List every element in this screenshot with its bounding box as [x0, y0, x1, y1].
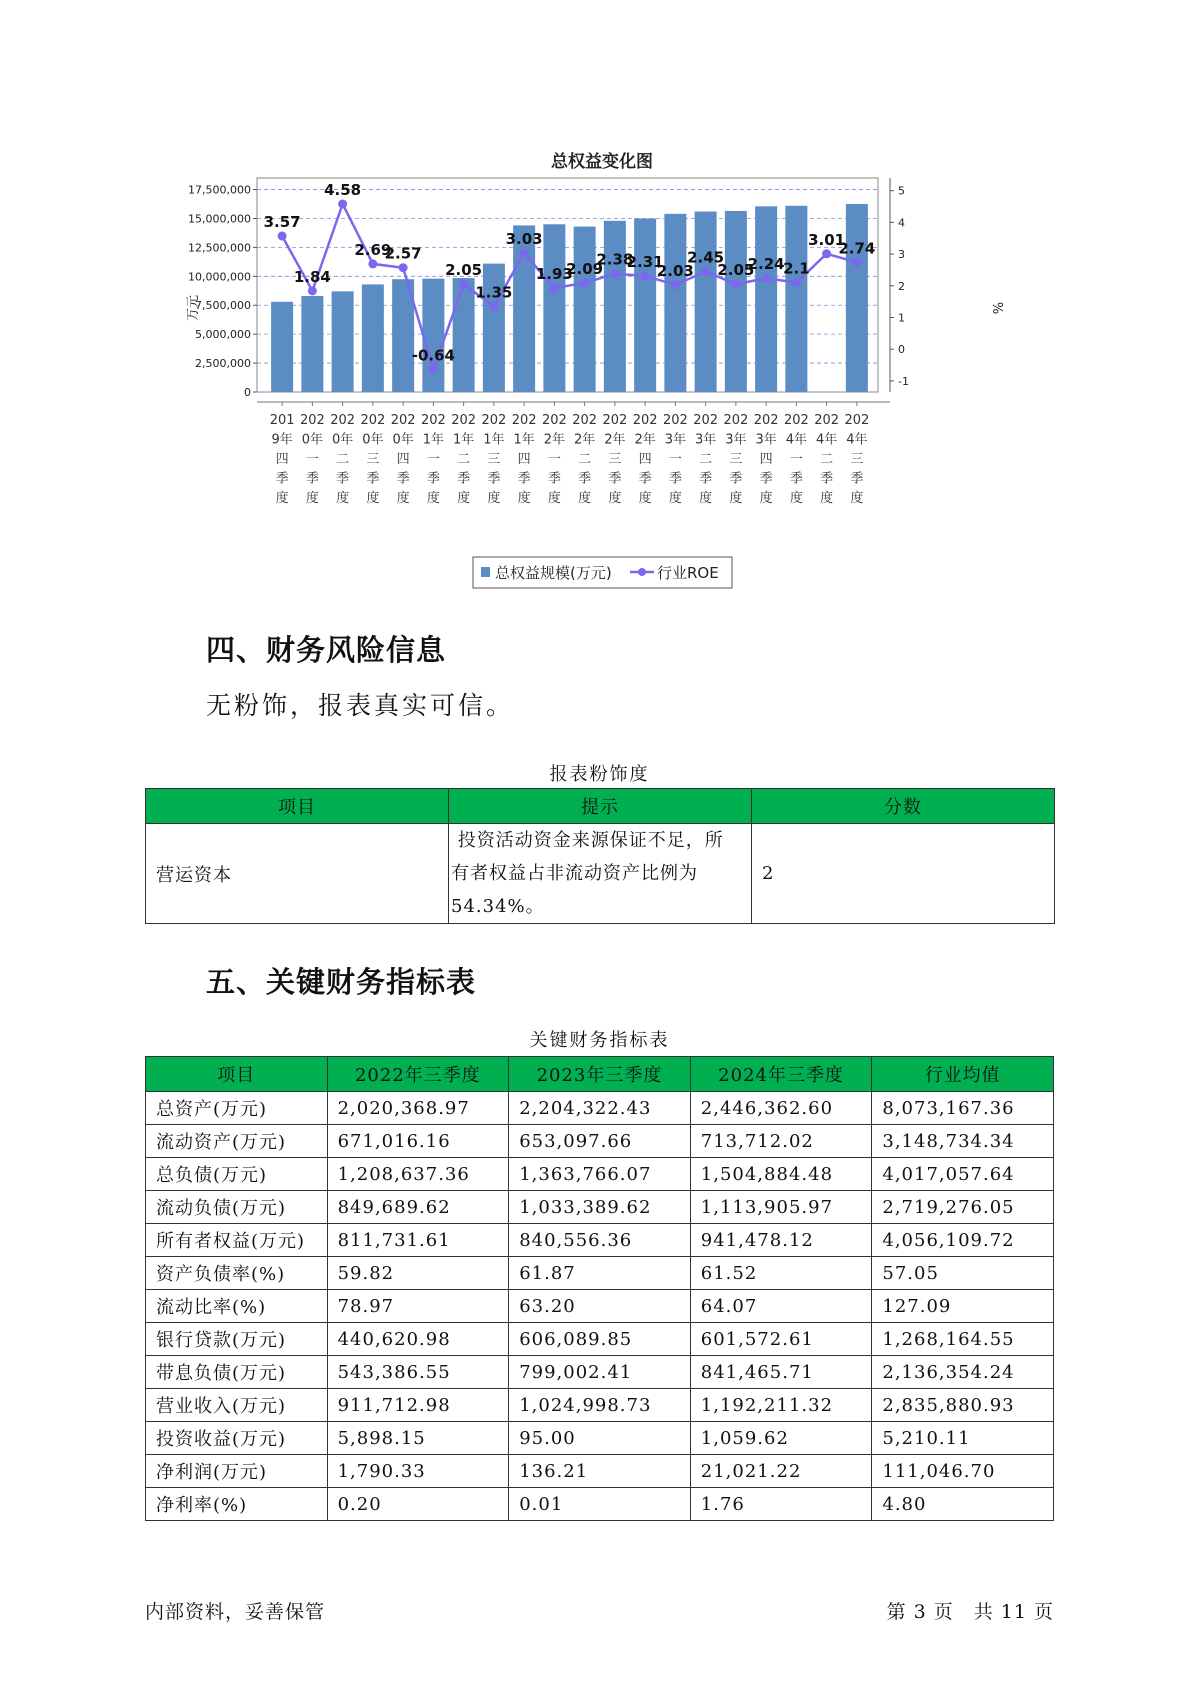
- x-tick-label: 季: [638, 471, 652, 487]
- roe-data-label: 2.24: [747, 255, 785, 274]
- x-tick-label: 201: [269, 413, 295, 428]
- legend-line-marker: [638, 568, 646, 576]
- x-tick-label: 度: [850, 491, 864, 506]
- metric-value-cell: 1,059.62: [690, 1422, 872, 1455]
- x-tick-label: 一: [305, 452, 319, 467]
- metric-name-cell: 资产负债率(%): [146, 1257, 328, 1290]
- bar: [574, 227, 596, 392]
- x-tick-label: 2年: [543, 432, 566, 448]
- x-tick-label: 一: [789, 452, 803, 467]
- left-tick-label: 2,500,000: [195, 357, 251, 371]
- left-axis-label: 万元: [186, 294, 201, 322]
- header-cell: 2023年三季度: [509, 1057, 691, 1092]
- metric-value-cell: 1.76: [690, 1488, 872, 1521]
- whitewash-table: [145, 788, 1055, 924]
- metric-value-cell: 1,208,637.36: [327, 1158, 509, 1191]
- x-tick-label: 三: [850, 452, 864, 467]
- x-tick-label: 202: [360, 413, 386, 428]
- metric-name-cell: 带息负债(万元): [146, 1356, 328, 1389]
- x-tick-label: 季: [517, 471, 531, 487]
- table-row: [146, 1389, 1054, 1422]
- x-tick-label: 202: [723, 413, 749, 428]
- x-tick-label: 202: [753, 413, 779, 428]
- roe-data-label: 2.69: [354, 240, 392, 259]
- metric-value-cell: 1,033,389.62: [509, 1191, 691, 1224]
- x-tick-label: 季: [668, 471, 682, 487]
- roe-point: [641, 271, 650, 280]
- metric-value-cell: 64.07: [690, 1290, 872, 1323]
- roe-data-label: 2.45: [687, 248, 725, 267]
- chart-title: 总权益变化图: [551, 152, 653, 172]
- metric-value-cell: 21,021.22: [690, 1455, 872, 1488]
- x-tick-label: 季: [759, 471, 773, 487]
- x-tick-label: 度: [487, 491, 501, 506]
- metric-name-cell: 总资产(万元): [146, 1092, 328, 1125]
- metric-value-cell: 440,620.98: [327, 1323, 509, 1356]
- x-tick-label: 度: [729, 491, 743, 506]
- x-tick-label: 季: [578, 471, 592, 487]
- roe-point: [852, 258, 861, 267]
- metric-value-cell: 653,097.66: [509, 1125, 691, 1158]
- x-tick-label: 0年: [301, 432, 324, 448]
- header-score: 分数: [752, 789, 1055, 824]
- roe-point: [762, 274, 771, 283]
- roe-data-label: 1.35: [475, 283, 513, 302]
- left-tick-label: 0: [244, 386, 251, 399]
- roe-point: [278, 232, 287, 241]
- table-header-row: [146, 1057, 1054, 1092]
- header-cell: 2024年三季度: [690, 1057, 872, 1092]
- roe-point: [459, 280, 468, 289]
- metric-value-cell: 1,113,905.97: [690, 1191, 872, 1224]
- roe-point: [308, 286, 317, 295]
- header-cell: 2022年三季度: [327, 1057, 509, 1092]
- metric-value-cell: 811,731.61: [327, 1224, 509, 1257]
- table-row: [146, 1290, 1054, 1323]
- x-tick-label: 二: [336, 452, 350, 467]
- table-row: [146, 1422, 1054, 1455]
- bar: [695, 212, 717, 392]
- metric-name-cell: 营业收入(万元): [146, 1389, 328, 1422]
- metric-name-cell: 总负债(万元): [146, 1158, 328, 1191]
- metric-value-cell: 543,386.55: [327, 1356, 509, 1389]
- roe-point: [671, 280, 680, 289]
- metric-value-cell: 78.97: [327, 1290, 509, 1323]
- x-tick-label: 度: [608, 491, 622, 506]
- roe-point: [489, 302, 498, 311]
- right-tick-label: 0: [898, 343, 905, 357]
- left-tick-label: 7,500,000: [195, 299, 251, 313]
- right-tick-label: 1: [898, 311, 905, 325]
- roe-data-label: 2.05: [445, 261, 483, 280]
- section5-heading: 五、关键财务指标表: [206, 965, 477, 999]
- x-tick-label: 度: [517, 491, 531, 506]
- left-tick-label: 5,000,000: [195, 328, 251, 342]
- x-tick-label: 2年: [573, 432, 596, 448]
- bar: [755, 206, 777, 392]
- header-cell: 项目: [146, 1057, 328, 1092]
- x-tick-label: 二: [699, 452, 713, 467]
- roe-data-label: 4.58: [324, 180, 362, 199]
- x-tick-label: 度: [457, 491, 471, 506]
- x-tick-label: 9年: [271, 432, 293, 448]
- x-tick-label: 季: [275, 471, 289, 487]
- x-tick-label: 度: [699, 491, 713, 506]
- metric-value-cell: 671,016.16: [327, 1125, 509, 1158]
- metric-value-cell: 1,790.33: [327, 1455, 509, 1488]
- x-tick-label: 4年: [846, 432, 868, 448]
- x-tick-label: 度: [820, 491, 834, 506]
- x-tick-label: 度: [366, 491, 380, 506]
- x-tick-label: 度: [668, 491, 682, 506]
- x-tick-label: 度: [638, 491, 652, 506]
- x-tick-label: 1年: [483, 432, 505, 448]
- tip-line: 有者权益占非流动资产比例为: [451, 863, 698, 884]
- metric-value-cell: 59.82: [327, 1257, 509, 1290]
- bar: [634, 218, 656, 392]
- x-tick-label: 202: [451, 413, 477, 428]
- metric-value-cell: 4.80: [872, 1488, 1054, 1521]
- x-tick-label: 3年: [725, 432, 747, 448]
- section4-text: 无粉饰，报表真实可信。: [206, 691, 515, 720]
- roe-data-label: 2.31: [626, 252, 664, 271]
- x-tick-label: 度: [396, 491, 410, 506]
- metric-value-cell: 61.87: [509, 1257, 691, 1290]
- cell-item: 营运资本: [146, 824, 449, 924]
- x-tick-label: 度: [578, 491, 592, 506]
- x-tick-label: 季: [426, 471, 440, 487]
- bar: [422, 279, 444, 392]
- metric-value-cell: 849,689.62: [327, 1191, 509, 1224]
- x-tick-label: 3年: [694, 432, 717, 448]
- bar: [332, 291, 354, 392]
- roe-point: [610, 269, 619, 278]
- table-row: [146, 1455, 1054, 1488]
- x-tick-label: 202: [572, 413, 598, 428]
- x-tick-label: 季: [396, 471, 410, 487]
- bar: [271, 302, 293, 392]
- table-row: [146, 1092, 1054, 1125]
- x-tick-label: 202: [632, 413, 658, 428]
- metric-value-cell: 57.05: [872, 1257, 1054, 1290]
- x-tick-label: 季: [789, 471, 803, 487]
- table-row: [146, 824, 1055, 924]
- legend-line-label: 行业ROE: [657, 564, 719, 582]
- metric-value-cell: 713,712.02: [690, 1125, 872, 1158]
- table-row: [146, 1488, 1054, 1521]
- table-header-row: [146, 789, 1055, 824]
- x-tick-label: 四: [275, 452, 289, 467]
- x-tick-label: 3年: [664, 432, 687, 448]
- x-tick-label: 一: [668, 452, 682, 467]
- footer-left: 内部资料，妥善保管: [145, 1601, 326, 1623]
- x-tick-label: 度: [336, 491, 350, 506]
- x-tick-label: 一: [426, 452, 440, 467]
- equity-chart-svg: [150, 140, 1004, 600]
- bar: [543, 224, 565, 392]
- x-tick-label: 1年: [452, 432, 475, 448]
- table-row: [146, 1323, 1054, 1356]
- x-tick-label: 度: [305, 491, 319, 506]
- bar: [604, 221, 626, 392]
- metric-name-cell: 流动比率(%): [146, 1290, 328, 1323]
- roe-data-label: 2.38: [596, 250, 634, 269]
- right-tick-label: 5: [898, 184, 905, 198]
- bar: [453, 278, 475, 392]
- x-tick-label: 季: [457, 471, 471, 487]
- metric-value-cell: 1,363,766.07: [509, 1158, 691, 1191]
- x-tick-label: 度: [547, 491, 561, 506]
- x-tick-label: 一: [547, 452, 561, 467]
- x-tick-label: 202: [511, 413, 537, 428]
- x-tick-label: 四: [517, 452, 531, 467]
- metric-name-cell: 投资收益(万元): [146, 1422, 328, 1455]
- bar: [664, 214, 686, 392]
- right-axis-label: %: [989, 301, 1004, 315]
- bar: [301, 296, 323, 392]
- x-tick-label: 二: [457, 452, 471, 467]
- x-tick-label: 3年: [755, 432, 777, 448]
- roe-point: [520, 249, 529, 258]
- cell-tip: [449, 824, 752, 924]
- bar: [785, 206, 807, 392]
- table-row: [146, 1191, 1054, 1224]
- legend: [473, 557, 732, 588]
- right-tick-label: 4: [898, 216, 905, 230]
- roe-data-label: -0.64: [411, 346, 455, 365]
- metric-value-cell: 2,719,276.05: [872, 1191, 1054, 1224]
- metric-value-cell: 606,089.85: [509, 1323, 691, 1356]
- right-tick-label: 3: [898, 248, 905, 262]
- roe-data-label: 2.74: [838, 239, 876, 258]
- roe-data-label: 2.05: [717, 261, 755, 280]
- roe-data-label: 2.1: [783, 259, 810, 278]
- metric-value-cell: 2,835,880.93: [872, 1389, 1054, 1422]
- metric-value-cell: 61.52: [690, 1257, 872, 1290]
- right-tick-label: 2: [898, 279, 905, 293]
- x-tick-label: 4年: [815, 432, 838, 448]
- metric-value-cell: 8,073,167.36: [872, 1092, 1054, 1125]
- metric-value-cell: 1,268,164.55: [872, 1323, 1054, 1356]
- metric-value-cell: 0.01: [509, 1488, 691, 1521]
- x-tick-label: 四: [759, 452, 773, 467]
- x-tick-label: 202: [844, 413, 870, 428]
- x-tick-label: 202: [420, 413, 446, 428]
- roe-point: [822, 249, 831, 258]
- table-row: [146, 1158, 1054, 1191]
- metric-name-cell: 流动资产(万元): [146, 1125, 328, 1158]
- x-tick-label: 季: [850, 471, 864, 487]
- x-tick-label: 四: [396, 452, 410, 467]
- roe-data-label: 1.93: [535, 265, 573, 284]
- metric-value-cell: 2,446,362.60: [690, 1092, 872, 1125]
- cell-score: 2: [752, 824, 1055, 924]
- x-tick-label: 季: [820, 471, 834, 487]
- x-tick-label: 度: [789, 491, 803, 506]
- x-tick-label: 三: [608, 452, 622, 467]
- roe-data-label: 2.57: [384, 244, 422, 263]
- metric-value-cell: 841,465.71: [690, 1356, 872, 1389]
- bar: [846, 204, 868, 392]
- metric-value-cell: 111,046.70: [872, 1455, 1054, 1488]
- roe-point: [399, 263, 408, 272]
- x-tick-label: 二: [820, 452, 834, 467]
- x-tick-label: 季: [608, 471, 622, 487]
- x-tick-label: 季: [366, 471, 380, 487]
- equity-chart: [150, 140, 1004, 600]
- x-tick-label: 202: [390, 413, 416, 428]
- metric-value-cell: 4,056,109.72: [872, 1224, 1054, 1257]
- tip-line: 投资活动资金来源保证不足，所: [451, 830, 724, 851]
- metric-value-cell: 840,556.36: [509, 1224, 691, 1257]
- x-tick-label: 1年: [422, 432, 445, 448]
- metric-value-cell: 799,002.41: [509, 1356, 691, 1389]
- table-row: [146, 1125, 1054, 1158]
- roe-point: [701, 267, 710, 276]
- metric-value-cell: 601,572.61: [690, 1323, 872, 1356]
- metric-name-cell: 净利率(%): [146, 1488, 328, 1521]
- x-tick-label: 202: [662, 413, 688, 428]
- section4-heading: 四、财务风险信息: [206, 633, 447, 667]
- metric-value-cell: 3,148,734.34: [872, 1125, 1054, 1158]
- x-tick-label: 202: [330, 413, 356, 428]
- x-tick-label: 度: [759, 491, 773, 506]
- x-tick-label: 2年: [634, 432, 656, 448]
- x-tick-label: 4年: [785, 432, 808, 448]
- left-tick-label: 10,000,000: [188, 270, 251, 284]
- metric-value-cell: 0.20: [327, 1488, 509, 1521]
- metric-value-cell: 1,024,998.73: [509, 1389, 691, 1422]
- x-tick-label: 202: [693, 413, 719, 428]
- metric-value-cell: 941,478.12: [690, 1224, 872, 1257]
- x-tick-label: 0年: [362, 432, 384, 448]
- bar: [725, 211, 747, 392]
- roe-point: [792, 278, 801, 287]
- metric-value-cell: 1,192,211.32: [690, 1389, 872, 1422]
- roe-data-label: 1.84: [293, 267, 331, 286]
- x-tick-label: 202: [481, 413, 507, 428]
- x-tick-label: 0年: [331, 432, 354, 448]
- x-tick-label: 202: [814, 413, 840, 428]
- roe-point: [338, 199, 347, 208]
- x-tick-label: 季: [699, 471, 713, 487]
- x-tick-label: 202: [541, 413, 567, 428]
- left-tick-label: 15,000,000: [188, 212, 251, 226]
- header-tip: 提示: [449, 789, 752, 824]
- metric-value-cell: 5,210.11: [872, 1422, 1054, 1455]
- metric-value-cell: 95.00: [509, 1422, 691, 1455]
- table-row: [146, 1257, 1054, 1290]
- key-metrics-table-caption: 关键财务指标表: [529, 1030, 670, 1051]
- metric-value-cell: 2,136,354.24: [872, 1356, 1054, 1389]
- metric-value-cell: 2,204,322.43: [509, 1092, 691, 1125]
- roe-point: [731, 280, 740, 289]
- x-tick-label: 二: [578, 452, 592, 467]
- roe-data-label: 2.03: [656, 261, 694, 280]
- x-tick-label: 1年: [513, 432, 535, 448]
- metric-value-cell: 5,898.15: [327, 1422, 509, 1455]
- metric-value-cell: 127.09: [872, 1290, 1054, 1323]
- metric-value-cell: 2,020,368.97: [327, 1092, 509, 1125]
- roe-point: [368, 259, 377, 268]
- x-tick-label: 三: [366, 452, 380, 467]
- left-tick-label: 17,500,000: [188, 183, 251, 197]
- x-tick-label: 四: [638, 452, 652, 467]
- header-cell: 行业均值: [872, 1057, 1054, 1092]
- x-tick-label: 度: [275, 491, 289, 506]
- metric-name-cell: 所有者权益(万元): [146, 1224, 328, 1257]
- x-tick-label: 2年: [604, 432, 626, 448]
- x-tick-label: 度: [426, 491, 440, 506]
- metric-value-cell: 1,504,884.48: [690, 1158, 872, 1191]
- key-metrics-table: [145, 1056, 1054, 1521]
- metric-value-cell: 136.21: [509, 1455, 691, 1488]
- header-item: 项目: [146, 789, 449, 824]
- roe-point: [550, 284, 559, 293]
- x-tick-label: 0年: [392, 432, 414, 448]
- x-tick-label: 202: [783, 413, 809, 428]
- table-row: [146, 1224, 1054, 1257]
- x-tick-label: 三: [487, 452, 501, 467]
- roe-data-label: 3.03: [505, 230, 543, 249]
- legend-bar-label: 总权益规模(万元): [495, 564, 612, 582]
- x-tick-label: 202: [602, 413, 628, 428]
- x-tick-label: 季: [547, 471, 561, 487]
- metric-name-cell: 净利润(万元): [146, 1455, 328, 1488]
- roe-data-label: 3.57: [263, 213, 301, 232]
- bar: [362, 284, 384, 392]
- roe-data-label: 3.01: [808, 230, 846, 249]
- whitewash-table-caption: 报表粉饰度: [549, 764, 650, 785]
- left-tick-label: 12,500,000: [188, 241, 251, 255]
- x-tick-label: 季: [487, 471, 501, 487]
- footer-page-number: 第 3 页 共 11 页: [886, 1601, 1054, 1623]
- x-tick-label: 季: [336, 471, 350, 487]
- x-tick-label: 季: [305, 471, 319, 487]
- legend-bar-swatch: [481, 567, 490, 577]
- right-tick-label: -1: [898, 374, 909, 388]
- metric-value-cell: 911,712.98: [327, 1389, 509, 1422]
- tip-line: 54.34%。: [451, 896, 545, 917]
- metric-value-cell: 63.20: [509, 1290, 691, 1323]
- x-tick-label: 季: [729, 471, 743, 487]
- roe-data-label: 2.09: [566, 259, 604, 278]
- table-row: [146, 1356, 1054, 1389]
- roe-point: [580, 278, 589, 287]
- metric-name-cell: 银行贷款(万元): [146, 1323, 328, 1356]
- x-tick-label: 三: [729, 452, 743, 467]
- x-tick-label: 202: [299, 413, 325, 428]
- metric-name-cell: 流动负债(万元): [146, 1191, 328, 1224]
- roe-point: [429, 365, 438, 374]
- metric-value-cell: 4,017,057.64: [872, 1158, 1054, 1191]
